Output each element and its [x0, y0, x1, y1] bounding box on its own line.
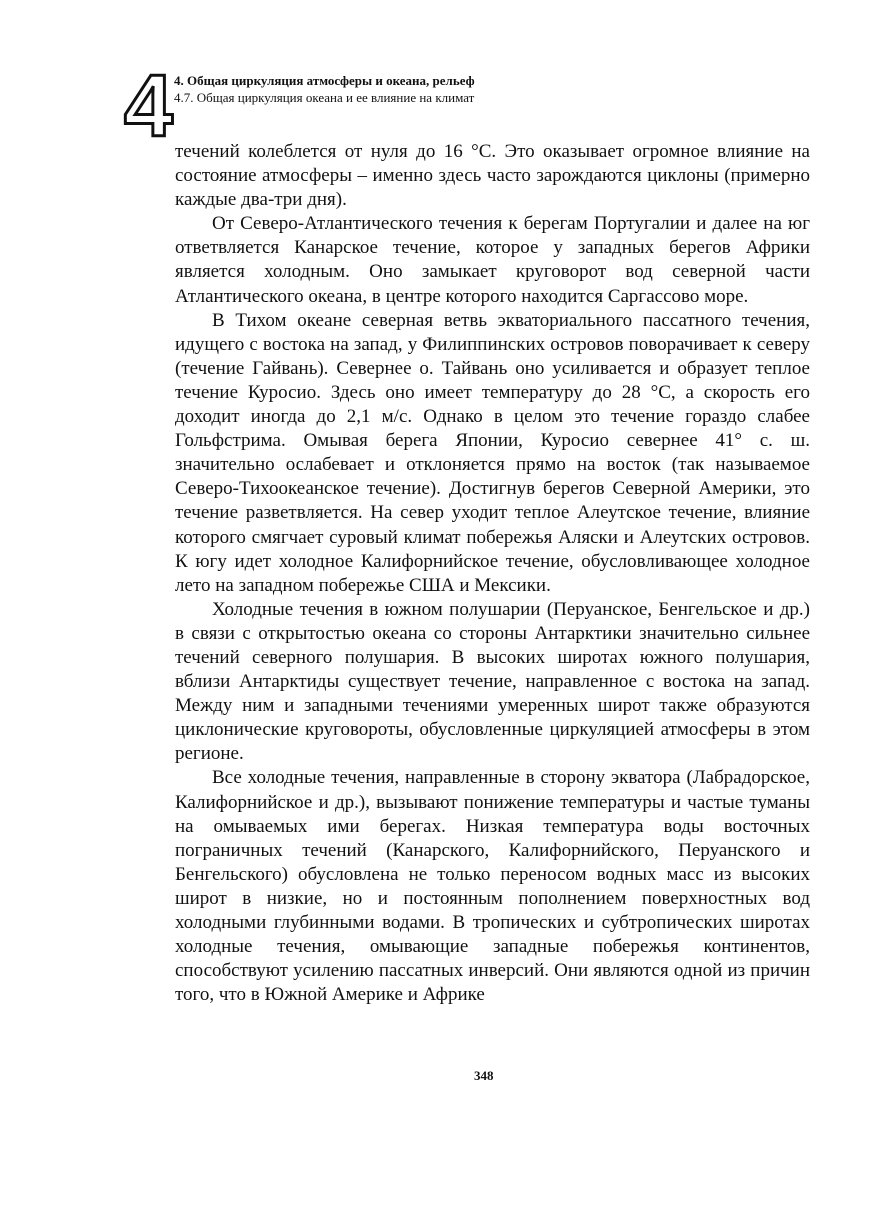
page-body [175, 140, 810, 1007]
chapter-title: 4. Общая циркуляция атмосферы и океана, рельеф [174, 73, 475, 88]
paragraph-canary-current: От Северо-Атлантического течения к берегам Португалии и далее на юг ответвляется Канарское течение, которое у западных берегов Африки является холодным. Оно замыкает круговорот вод северной части Атлантического океана, в центре которого находится Саргассово море. [175, 213, 810, 307]
running-head [174, 72, 814, 106]
section-title: 4.7. Общая циркуляция океана и ее влияние на климат [174, 90, 475, 105]
paragraph-pacific-currents: В Тихом океане северная ветвь экваториального пассатного течения, идущего с востока на запад, у Филиппинских островов поворачивает к северу (течение Гайвань). Севернее о. Тайвань оно усиливается и образует теплое течение Куросио. Здесь оно имеет температуру до 28 °С, а скорость его доходит иногда до 2,1 м/с. Однако в целом это течение гораздо слабее Гольфстрима. Омывая берега Японии, Куросио севернее 41° с. ш. значительно ослабевает и отклоняется прямо на восток (так называемое Северо-Тихоокеанское течение). Достигнув берегов Северной Америки, это течение разветвляется. На север уходит теплое Алеутское течение, влияние которого смягчает суровый климат побережья Аляски и Алеутских островов. К югу идет холодное Калифорнийское течение, обусловливающее холодное лето на западном побережье США и Мексики. [175, 309, 810, 596]
page-number: 348 [474, 1068, 494, 1083]
paragraph-southern-cold-currents: Холодные течения в южном полушарии (Перуанское, Бенгельское и др.) в связи с открытостью океана со стороны Антарктики значительно сильнее течений северного полушария. В высоких широтах южного полушария, вблизи Антарктиды существует течение, направленное с востока на запад. Между ним и западными течениями умеренных широт также образуются циклонические круговороты, обусловленные циркуляцией атмосферы в этом регионе. [175, 598, 810, 765]
chapter-number-mark: 4 [124, 56, 173, 155]
paragraph-continuation: течений колеблется от нуля до 16 °С. Это оказывает огромное влияние на состояние атмосферы – именно здесь часто зарождаются циклоны (примерно каждые два-три дня). [175, 141, 810, 211]
paragraph-cold-currents-effects: Все холодные течения, направленные в сторону экватора (Лабрадорское, Калифорнийское и др.), вызывают понижение температуры и частые туманы на омываемых ими берегах. Низкая температура воды восточных пограничных течений (Канарского, Калифорнийского, Перуанского и Бенгельского) обусловлена не только переносом водных масс из высоких широт в низкие, но и постоянным пополнением поверхностных вод холодными глубинными водами. В тропических и субтропических широтах холодные течения, омывающие западные побережья континентов, способствуют усилению пассатных инверсий. Они являются одной из причин того, что в Южной Америке и Африке [175, 767, 810, 1006]
